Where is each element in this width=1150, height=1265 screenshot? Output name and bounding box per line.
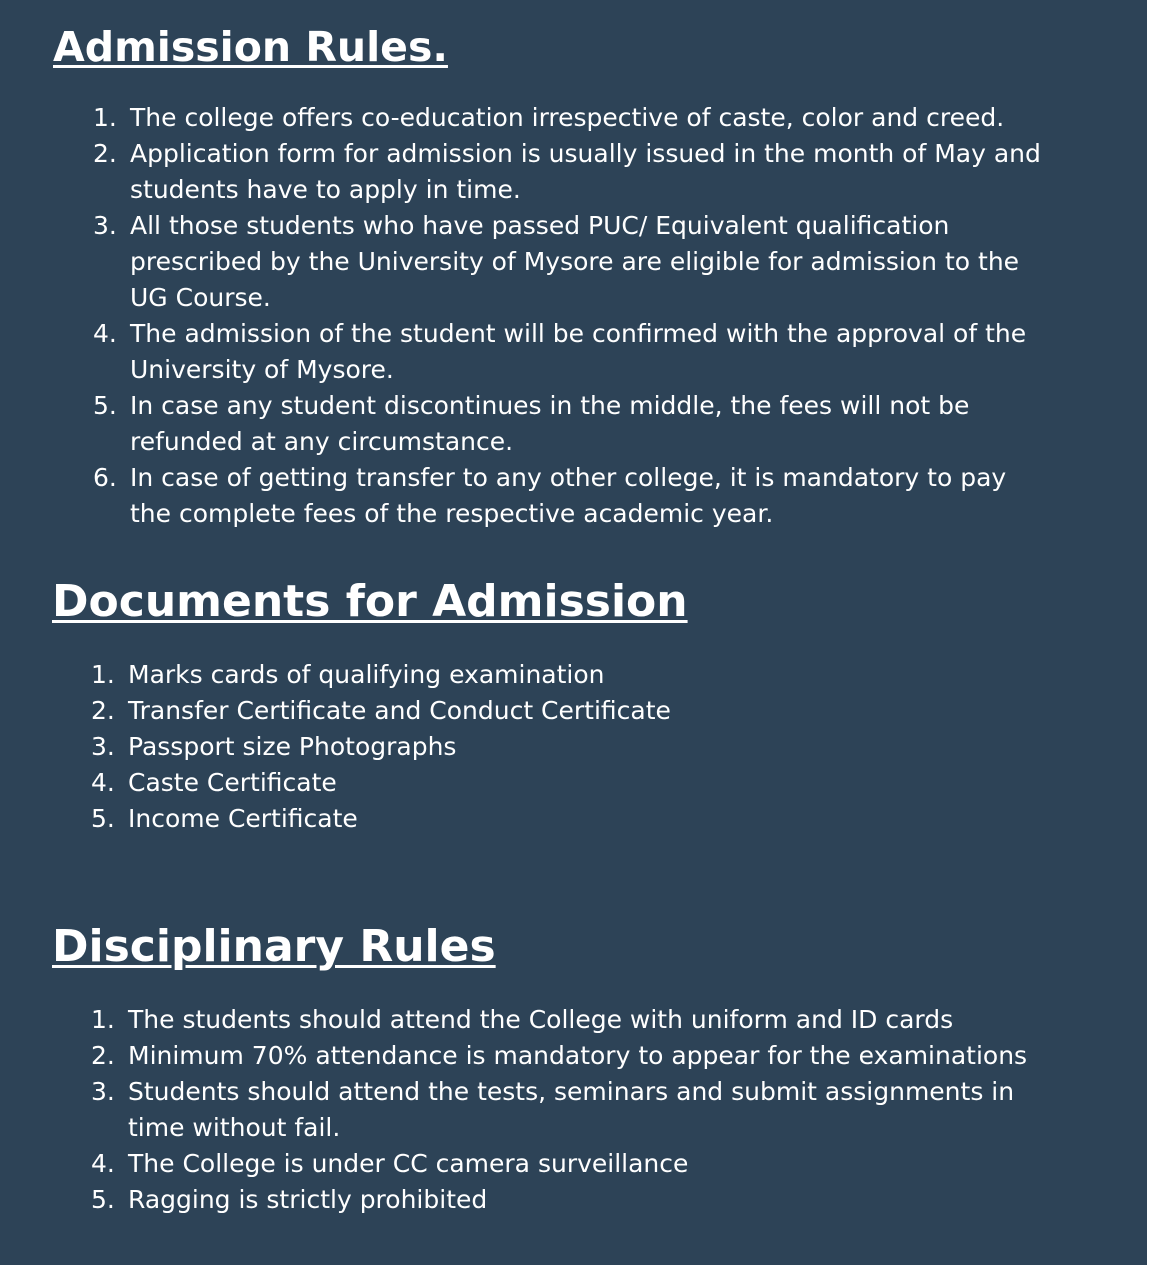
item-number: 1. [91,1005,115,1034]
list-item [91,1182,1051,1218]
list-item [93,388,1053,460]
item-text: In case of getting transfer to any other college, it is mandatory to pay the complete fees of the respective academic year. [130,463,1007,528]
item-number: 5. [93,391,117,420]
item-number: 2. [91,696,115,725]
list-item [93,136,1053,208]
admission-rules-list [93,100,1053,532]
list-item [91,801,1051,837]
list-item [93,460,1053,532]
item-text: The College is under CC camera surveillance [128,1149,689,1178]
item-text: Application form for admission is usually issued in the month of May and students have to apply in time. [130,139,1041,204]
item-number: 5. [91,804,115,833]
item-text: Caste Certificate [128,768,337,797]
item-number: 4. [91,1149,115,1178]
item-text: Ragging is strictly prohibited [128,1185,488,1214]
item-text: Marks cards of qualifying examination [128,660,605,689]
item-text: Income Certificate [128,804,358,833]
list-item [91,657,1051,693]
item-text: The college offers co-education irrespective of caste, color and creed. [130,103,1005,132]
item-text: Passport size Photographs [128,732,457,761]
item-number: 4. [91,768,115,797]
item-number: 3. [91,732,115,761]
disciplinary-rules-heading: Disciplinary Rules [52,921,496,972]
item-number: 1. [91,660,115,689]
item-number: 5. [91,1185,115,1214]
list-item [91,765,1051,801]
list-item [91,729,1051,765]
admission-rules-heading: Admission Rules. [53,23,448,71]
item-text: All those students who have passed PUC/ Equivalent qualification prescribed by the University of Mysore are eligible for admission to the UG Course. [130,211,1020,312]
documents-heading: Documents for Admission [52,576,688,627]
item-text: The students should attend the College with uniform and ID cards [128,1005,954,1034]
documents-list [91,657,1051,837]
item-number: 2. [93,139,117,168]
item-number: 2. [91,1041,115,1070]
list-item [93,316,1053,388]
list-item [91,1146,1051,1182]
item-number: 1. [93,103,117,132]
disciplinary-rules-list [91,1002,1051,1218]
item-number: 6. [93,463,117,492]
item-text: Students should attend the tests, seminars and submit assignments in time without fail. [128,1077,1015,1142]
list-item [91,1038,1051,1074]
list-item [93,208,1053,316]
list-item [91,1002,1051,1038]
list-item [91,1074,1051,1146]
item-number: 4. [93,319,117,348]
item-text: The admission of the student will be confirmed with the approval of the University of Mysore. [130,319,1027,384]
list-item [91,693,1051,729]
item-number: 3. [91,1077,115,1106]
item-text: Transfer Certificate and Conduct Certificate [128,696,671,725]
item-text: In case any student discontinues in the middle, the fees will not be refunded at any circumstance. [130,391,970,456]
item-text: Minimum 70% attendance is mandatory to appear for the examinations [128,1041,1028,1070]
item-number: 3. [93,211,117,240]
list-item [93,100,1053,136]
